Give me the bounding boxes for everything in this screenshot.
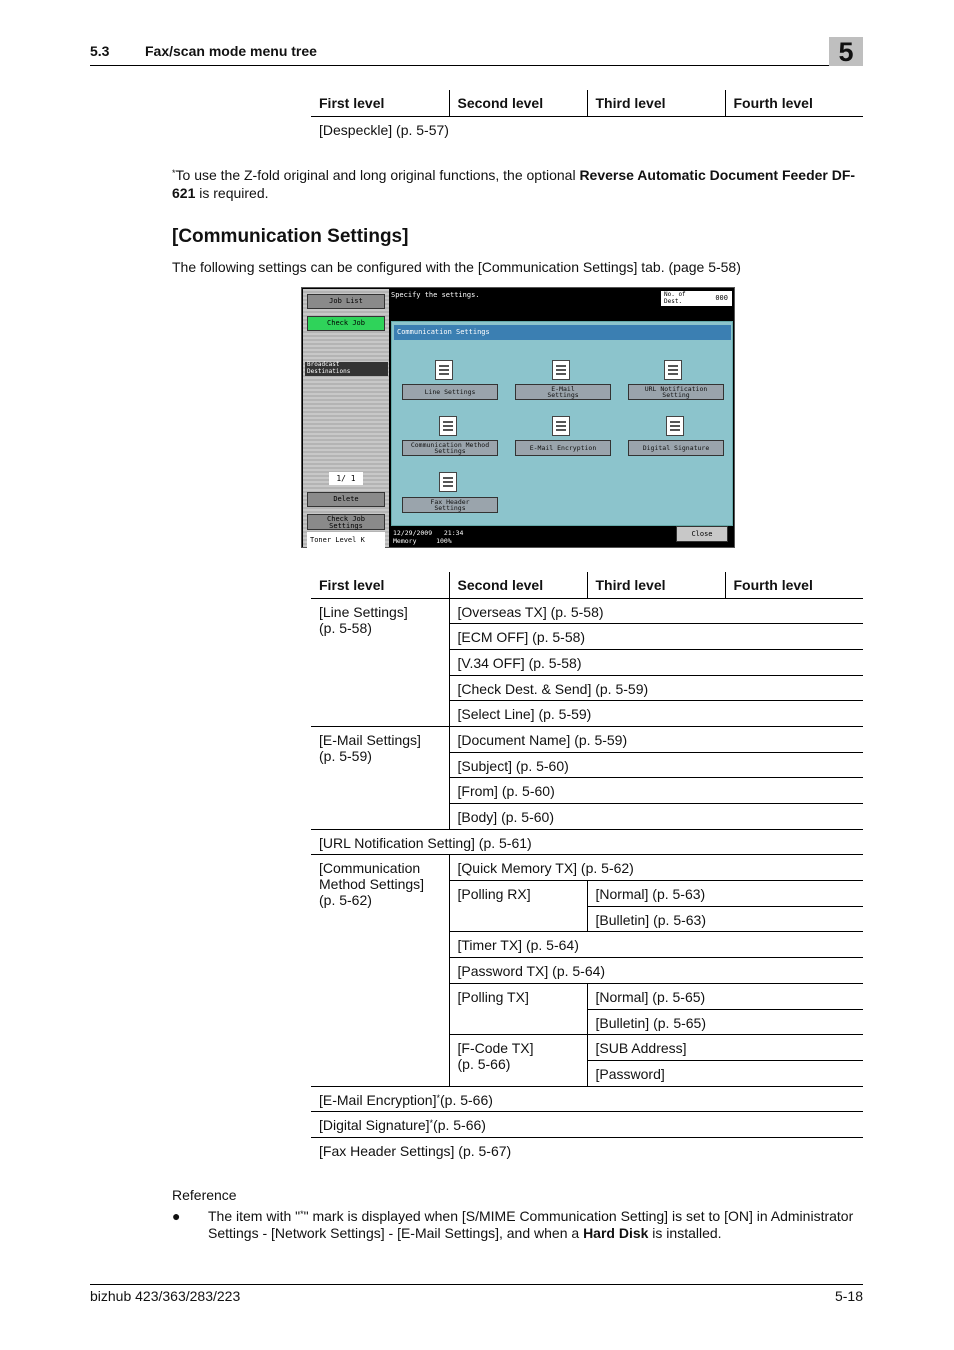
- cell-label: [Digital Signature]: [319, 1117, 430, 1134]
- fax-header-button[interactable]: [402, 497, 498, 513]
- email-encryption-button[interactable]: [515, 440, 611, 456]
- url-notification-icon: [664, 360, 682, 380]
- reference-text: [208, 1208, 864, 1242]
- cell-line-1: [F-Code TX]: [457, 1040, 534, 1057]
- chapter-badge: 5: [829, 37, 863, 66]
- broadcast-line-1: Broadcast: [307, 361, 340, 368]
- tile-label: E-Mail Encryption: [529, 443, 597, 452]
- section-title: Fax/scan mode menu tree: [145, 43, 317, 59]
- cell-line-2: (p. 5-66): [457, 1056, 511, 1073]
- dest-count-label-2: Dest.: [664, 297, 683, 305]
- col-fourth-level: Fourth level: [725, 90, 863, 116]
- table-row: [311, 855, 863, 881]
- tile-label: Digital Signature: [642, 443, 710, 452]
- date-text: 12/29/2009: [393, 529, 433, 537]
- cell-line-3: (p. 5-62): [319, 892, 372, 909]
- section-number: 5.3: [90, 43, 110, 59]
- section-heading: [Communication Settings]: [172, 226, 409, 247]
- close-button[interactable]: Close: [676, 526, 728, 542]
- time-text: 21:34: [443, 529, 464, 537]
- table-cell: [Bulletin] (p. 5-63): [587, 906, 863, 932]
- cell-page: (p. 5-66): [440, 1091, 493, 1108]
- url-notification-cell: [URL Notification Setting] (p. 5-61): [311, 829, 863, 855]
- cell-line-1: [Line Settings]: [319, 603, 408, 620]
- table-cell: [Body] (p. 5-60): [449, 804, 863, 830]
- ref-bold: Hard Disk: [583, 1225, 649, 1241]
- check-job-settings-line-1: Check Job: [327, 515, 365, 523]
- cell-mark: *: [429, 1118, 434, 1129]
- dest-count-value: 000: [715, 294, 728, 302]
- table-cell: [From] (p. 5-60): [449, 778, 863, 804]
- footnote: [172, 166, 864, 202]
- col-fourth-level: Fourth level: [725, 572, 863, 598]
- col-second-level: Second level: [449, 572, 587, 598]
- table-cell: [Subject] (p. 5-60): [449, 752, 863, 778]
- despeckle-cell: [Despeckle] (p. 5-57): [319, 121, 449, 138]
- tile-label-2: Settings: [434, 447, 466, 455]
- footnote-bold: Reverse Automatic Document Feeder DF-621: [172, 167, 856, 201]
- table-header-row: [311, 90, 863, 116]
- table-header-row: [311, 572, 863, 598]
- instruction-message: Specify the settings.: [391, 291, 480, 299]
- delete-button[interactable]: Delete: [307, 492, 385, 507]
- table-row: [311, 726, 863, 752]
- communication-settings-panel: [391, 321, 733, 526]
- table-cell: [Polling RX]: [449, 881, 587, 932]
- cell-line-1: [E-Mail Settings]: [319, 731, 421, 748]
- tile-label: Communication Method: [410, 440, 490, 449]
- table-cell: [Document Name] (p. 5-59): [449, 726, 863, 752]
- col-second-level: Second level: [449, 90, 587, 116]
- dest-count-label-1: No. of: [664, 291, 686, 298]
- page-header: [90, 37, 863, 67]
- line-settings-icon: [435, 360, 453, 380]
- menu-tree-table-main: [311, 572, 863, 1163]
- table-cell: [SUB Address]: [587, 1035, 863, 1061]
- table-cell: [Timer TX] (p. 5-64): [449, 932, 863, 958]
- memory-value: 100%: [436, 537, 452, 545]
- check-job-button[interactable]: Check Job: [307, 316, 385, 331]
- cell-line-2: Method Settings]: [319, 876, 425, 893]
- cell-line-1: [Communication: [319, 860, 421, 877]
- ref-text-1: The item with ": [208, 1208, 301, 1224]
- table-row: [311, 1086, 863, 1112]
- table-row: [311, 598, 863, 624]
- table-cell: [Bulletin] (p. 5-65): [587, 1009, 863, 1035]
- tile-label-2: Settings: [547, 391, 579, 399]
- digital-signature-button[interactable]: [628, 440, 724, 456]
- table-cell: [ECM OFF] (p. 5-58): [449, 624, 863, 650]
- memory-label: Memory: [393, 537, 417, 545]
- footnote-mark: *: [172, 168, 176, 178]
- check-job-settings-line-2: Settings: [329, 521, 363, 530]
- fax-header-cell: [Fax Header Settings] (p. 5-67): [319, 1142, 512, 1159]
- table-row: [311, 1137, 863, 1163]
- table-cell: [Check Dest. & Send] (p. 5-59): [449, 675, 863, 701]
- cell-mark: *: [436, 1092, 440, 1103]
- cell-label: [E-Mail Encryption]: [319, 1091, 437, 1108]
- table-row: [311, 1112, 863, 1138]
- table-cell: [Quick Memory TX] (p. 5-62): [449, 855, 863, 881]
- digital-signature-cell: [311, 1112, 863, 1138]
- table-row: [311, 116, 863, 142]
- cell-line-2: (p. 5-59): [319, 747, 372, 764]
- fcode-cell: [449, 1035, 587, 1086]
- fax-header-icon: [439, 472, 457, 492]
- table-cell: [Password]: [587, 1060, 863, 1086]
- table-row: [311, 829, 863, 855]
- toner-level: Toner Level K: [307, 532, 385, 548]
- line-settings-cell: [311, 598, 449, 726]
- broadcast-destinations-label: [305, 362, 388, 376]
- job-list-button[interactable]: Job List: [307, 294, 385, 309]
- line-settings-button[interactable]: [402, 384, 498, 400]
- broadcast-line-2: Destinations: [307, 367, 351, 375]
- ref-mark: *: [300, 1209, 304, 1219]
- menu-tree-table-top: [311, 90, 863, 142]
- table-cell: [Select Line] (p. 5-59): [449, 701, 863, 727]
- page-indicator: 1/ 1: [329, 472, 363, 485]
- digital-signature-icon: [666, 416, 684, 436]
- table-cell: [Overseas TX] (p. 5-58): [449, 598, 863, 624]
- reference-bullet: [172, 1208, 864, 1242]
- table-cell: [Normal] (p. 5-65): [587, 983, 863, 1009]
- email-encryption-icon: [552, 416, 570, 436]
- table-cell: [Normal] (p. 5-63): [587, 881, 863, 907]
- check-job-settings-button[interactable]: [307, 514, 385, 530]
- communication-method-cell: [311, 855, 449, 1086]
- communication-method-button[interactable]: [402, 440, 498, 456]
- bullet-dot: ●: [172, 1208, 181, 1224]
- email-encryption-cell: [311, 1086, 863, 1112]
- destination-count-box: [661, 291, 732, 306]
- tile-label-2: Setting: [662, 391, 690, 399]
- date-time-bar: [390, 527, 500, 547]
- page-footer: [90, 1284, 863, 1304]
- tile-label: Line Settings: [424, 387, 476, 396]
- email-settings-button[interactable]: [515, 384, 611, 400]
- table-cell: [Password TX] (p. 5-64): [449, 958, 863, 984]
- tile-label: URL Notification: [644, 384, 708, 393]
- footer-model: bizhub 423/363/283/223: [90, 1288, 241, 1304]
- cell-page: (p. 5-66): [433, 1117, 486, 1134]
- ref-text-2: " mark is displayed when [S/MIME Communication Setting] is set to [ON] in Administrator Settings - [Network Settings] - [E-Mail Settings], and when a: [208, 1208, 854, 1241]
- device-screenshot: [301, 287, 735, 548]
- col-first-level: First level: [311, 572, 449, 598]
- footnote-text-before: To use the Z-fold original and long original functions, the optional: [175, 167, 580, 183]
- reference-title: Reference: [172, 1187, 237, 1203]
- email-settings-icon: [552, 360, 570, 380]
- footnote-text-after: is required.: [195, 185, 269, 201]
- email-settings-cell: [311, 726, 449, 829]
- tile-label: E-Mail: [551, 384, 575, 393]
- footer-page-number: 5-18: [834, 1288, 863, 1304]
- section-intro: The following settings can be configured with the [Communication Settings] tab. (page 5-58): [172, 259, 741, 275]
- ref-text-3: is installed.: [648, 1225, 722, 1241]
- col-first-level: First level: [311, 90, 449, 116]
- tile-label: Fax Header: [430, 497, 470, 506]
- left-pane: [303, 289, 389, 547]
- tile-label-2: Settings: [434, 504, 466, 512]
- table-cell: [V.34 OFF] (p. 5-58): [449, 649, 863, 675]
- table-cell: [Polling TX]: [449, 983, 587, 1034]
- panel-title: Communication Settings: [394, 325, 731, 340]
- col-third-level: Third level: [587, 90, 725, 116]
- communication-method-icon: [439, 416, 457, 436]
- col-third-level: Third level: [587, 572, 725, 598]
- url-notification-button[interactable]: [628, 384, 724, 400]
- cell-line-2: (p. 5-58): [319, 619, 372, 636]
